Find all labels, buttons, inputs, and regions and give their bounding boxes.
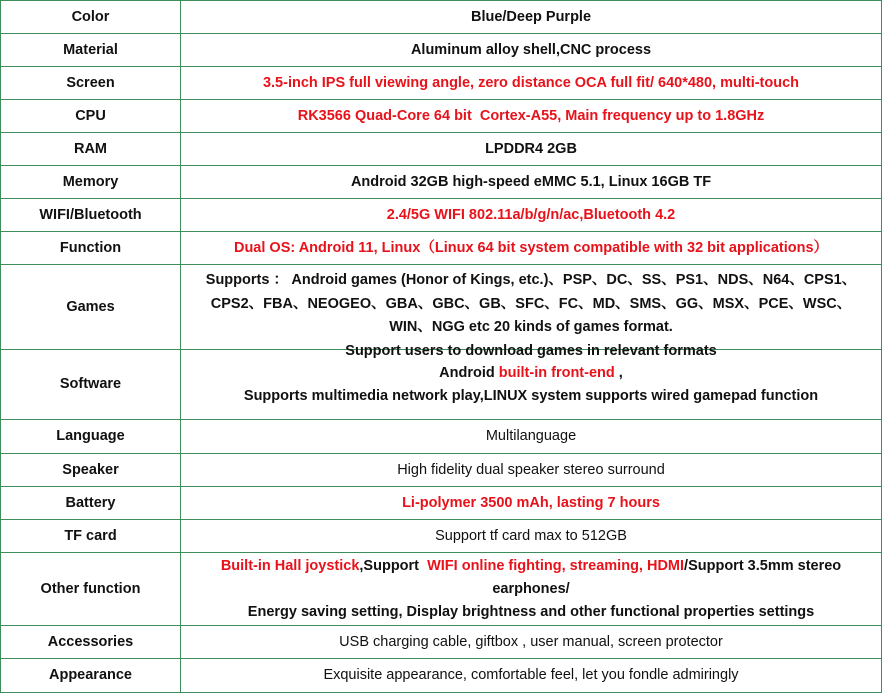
value-text: Android 32GB high-speed eMMC 5.1, Linux 16GB TF [350, 173, 712, 190]
spec-value [181, 520, 882, 553]
value-line [181, 72, 881, 95]
spec-value [181, 265, 882, 359]
spec-row [1, 67, 882, 100]
value-line [181, 631, 881, 654]
spec-value [181, 133, 882, 166]
spec-label: Appearance [1, 659, 181, 693]
value-text: Blue/Deep Purple [470, 8, 592, 25]
highlighted-text: RK3566 Quad-Core 64 bit Cortex-A55, Main frequency up to 1.8GHz [297, 107, 765, 124]
value-text: LPDDR4 2GB [485, 140, 577, 157]
spec-label: Speaker [1, 454, 181, 487]
spec-value [181, 67, 882, 100]
spec-row [1, 553, 882, 626]
value-line [181, 362, 881, 385]
value-text: ,Support [359, 557, 428, 574]
value-text: Aluminum alloy shell,CNC process [410, 41, 652, 58]
value-line [181, 459, 881, 482]
spec-row [1, 420, 882, 454]
spec-value [181, 420, 882, 454]
highlighted-text: Li-polymer 3500 mAh, lasting 7 hours [402, 494, 660, 511]
spec-label: Language [1, 420, 181, 454]
value-line [181, 138, 881, 161]
value-line [181, 492, 881, 515]
spec-row [1, 454, 882, 487]
value-text: earphones/ [492, 580, 570, 597]
spec-row [1, 659, 882, 693]
spec-row [1, 232, 882, 265]
spec-value [181, 626, 882, 659]
spec-label: CPU [1, 100, 181, 133]
spec-label: RAM [1, 133, 181, 166]
spec-label: TF card [1, 520, 181, 553]
spec-value [181, 454, 882, 487]
spec-value [181, 34, 882, 67]
highlighted-text: WIFI online fighting, streaming, HDMI [427, 557, 685, 574]
value-text: Support tf card max to 512GB [435, 527, 627, 544]
value-text: High fidelity dual speaker stereo surround [397, 461, 665, 478]
value-line [181, 555, 881, 578]
value-text: Android [439, 364, 499, 381]
value-line [181, 293, 881, 317]
value-line [181, 664, 881, 687]
value-text: Supports ： Android games (Honor of Kings, etc.)、PSP、DC、SS、PS1、NDS、N64、CPS1、 [205, 272, 857, 288]
spec-label: Battery [1, 487, 181, 520]
value-line [181, 237, 881, 260]
value-line [181, 385, 881, 408]
value-text: Multilanguage [485, 428, 577, 444]
value-text: Support users to download games in relevant formats [345, 342, 717, 359]
value-line [181, 105, 881, 128]
value-line [181, 39, 881, 62]
value-text: /Support 3.5mm stereo [684, 557, 842, 574]
value-text: Energy saving setting, Display brightness and other functional properties settings [247, 603, 815, 620]
value-text: Exquisite appearance, comfortable feel, let you fondle admiringly [323, 667, 739, 683]
spec-value [181, 232, 882, 265]
spec-row [1, 100, 882, 133]
value-text: WIN、NGG etc 20 kinds of games format. [389, 319, 673, 335]
value-line [181, 578, 881, 601]
spec-label: Games [1, 265, 181, 350]
highlighted-text: Built-in Hall joystick [220, 557, 360, 574]
spec-value [181, 166, 882, 199]
spec-label: Function [1, 232, 181, 265]
value-line [181, 525, 881, 548]
value-line [181, 204, 881, 227]
highlighted-text: 3.5-inch IPS full viewing angle, zero distance OCA full fit/ 640*480, multi-touch [262, 74, 800, 91]
spec-value [181, 199, 882, 232]
highlighted-text: Dual OS: Android 11, Linux（Linux 64 bit system compatible with 32 bit applications） [233, 239, 829, 256]
spec-row [1, 34, 882, 67]
spec-label: Accessories [1, 626, 181, 659]
value-line [181, 6, 881, 29]
spec-value [181, 659, 882, 693]
spec-label: Other function [1, 553, 181, 626]
spec-label: Memory [1, 166, 181, 199]
value-line [181, 601, 881, 624]
spec-label: WIFI/Bluetooth [1, 199, 181, 232]
value-text: , [614, 364, 623, 381]
spec-row [1, 199, 882, 232]
value-text: Supports multimedia network play,LINUX system supports wired gamepad function [243, 387, 819, 404]
value-text: USB charging cable, giftbox , user manual, screen protector [339, 633, 723, 650]
value-line [181, 425, 881, 448]
spec-label: Color [1, 1, 181, 34]
spec-row [1, 520, 882, 553]
spec-value [181, 100, 882, 133]
spec-label: Material [1, 34, 181, 67]
spec-value [181, 487, 882, 520]
spec-value [181, 553, 882, 626]
spec-value [181, 1, 882, 34]
value-line [181, 316, 881, 340]
spec-label: Screen [1, 67, 181, 100]
spec-row [1, 626, 882, 659]
spec-row [1, 1, 882, 34]
spec-row [1, 166, 882, 199]
highlighted-text: 2.4/5G WIFI 802.11a/b/g/n/ac,Bluetooth 4.2 [386, 206, 676, 223]
highlighted-text: built-in front-end [498, 364, 615, 381]
spec-row [1, 487, 882, 520]
value-line [181, 269, 881, 293]
spec-row [1, 265, 882, 350]
value-text: CPS2、FBA、NEOGEO、GBA、GBC、GB、SFC、FC、MD、SMS、GG、MSX、PCE、WSC、 [210, 295, 852, 312]
spec-row [1, 133, 882, 166]
spec-label: Software [1, 350, 181, 420]
value-line [181, 171, 881, 194]
